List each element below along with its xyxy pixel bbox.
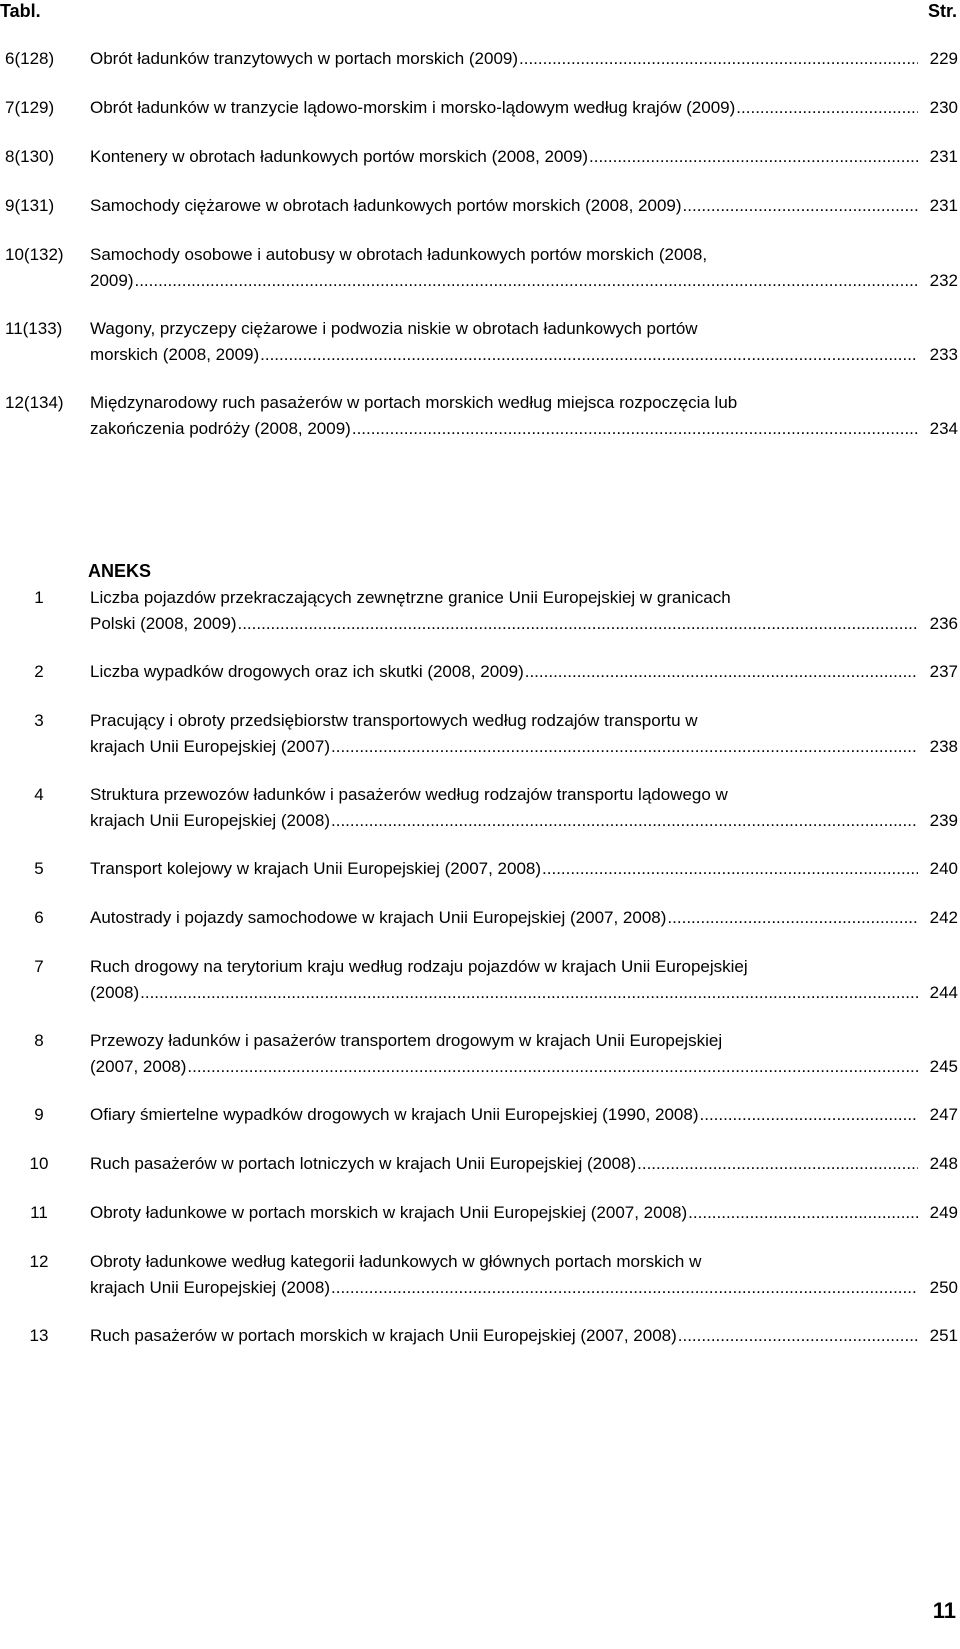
entry-title-last-line: Obrót ładunków w tranzycie lądowo-morskim i morsko-lądowym według krajów (2009) (90, 98, 736, 117)
entry-leader-line (90, 416, 958, 442)
entry-number: 10 (29, 1154, 49, 1173)
dot-leader (700, 1102, 919, 1128)
entry-leader-line (90, 46, 958, 72)
toc-entry[interactable] (0, 659, 960, 685)
toc-entry[interactable] (0, 954, 960, 1006)
entry-page-number[interactable]: 231 (929, 147, 958, 166)
entry-title (90, 193, 958, 219)
entry-leader-line (90, 659, 958, 685)
entry-title-line: Przewozy ładunków i pasażerów transportem drogowym w krajach Unii Europejskiej (90, 1031, 723, 1050)
dot-leader (331, 808, 918, 834)
entry-page-number[interactable]: 240 (929, 859, 958, 878)
entry-leader-line (90, 268, 958, 294)
entry-title (90, 95, 958, 121)
toc-entry[interactable] (0, 316, 960, 368)
entry-title-last-line: Obroty ładunkowe w portach morskich w krajach Unii Europejskiej (2007, 2008) (90, 1203, 688, 1222)
entry-number: 10(132) (5, 245, 64, 264)
entry-leader-line (90, 808, 958, 834)
entry-page-number[interactable]: 248 (929, 1154, 958, 1173)
entry-leader-line (90, 95, 958, 121)
entry-title (90, 1323, 958, 1349)
entry-page-number[interactable]: 244 (929, 983, 958, 1002)
toc-entry[interactable] (0, 1249, 960, 1301)
dot-leader (140, 980, 918, 1006)
toc-entry[interactable] (0, 585, 960, 637)
entry-leader-line (90, 1200, 958, 1226)
entry-title (90, 585, 958, 637)
dot-leader (542, 856, 918, 882)
entry-title-last-line: (2007, 2008) (90, 1057, 187, 1076)
dot-leader (237, 611, 918, 637)
dot-leader (134, 268, 918, 294)
toc-entry[interactable] (0, 193, 960, 219)
entry-title (90, 659, 958, 685)
dot-leader (736, 95, 918, 121)
entry-number: 6 (34, 908, 44, 927)
entry-page-number[interactable]: 249 (929, 1203, 958, 1222)
table-column-label: Tabl. (0, 1, 41, 21)
toc-entry[interactable] (0, 1200, 960, 1226)
toc-entry[interactable] (0, 144, 960, 170)
entry-number: 9 (34, 1105, 44, 1124)
toc-entry[interactable] (0, 1102, 960, 1128)
entry-number: 4 (34, 785, 44, 804)
entry-title (90, 1151, 958, 1177)
entry-title-line: Ruch drogowy na terytorium kraju według rodzaju pojazdów w krajach Unii Europejskiej (90, 957, 748, 976)
entry-number: 6(128) (5, 49, 55, 68)
entry-number: 11(133) (5, 319, 63, 338)
entry-page-number[interactable]: 232 (929, 271, 958, 290)
entry-title-last-line: Ruch pasażerów w portach morskich w krajach Unii Europejskiej (2007, 2008) (90, 1326, 677, 1345)
entry-page-number[interactable]: 234 (929, 419, 958, 438)
entry-page-number[interactable]: 229 (929, 49, 958, 68)
entry-number: 8 (34, 1031, 44, 1050)
toc-entry[interactable] (0, 782, 960, 834)
entry-title-line: Obroty ładunkowe według kategorii ładunkowych w głównych portach morskich w (90, 1252, 702, 1271)
entry-leader-line (90, 342, 958, 368)
entry-title (90, 708, 958, 760)
entry-leader-line (90, 856, 958, 882)
entry-number: 2 (34, 662, 44, 681)
entry-title (90, 390, 958, 442)
entry-title (90, 954, 958, 1006)
entry-leader-line (90, 1323, 958, 1349)
entry-leader-line (90, 144, 958, 170)
page-number: 11 (932, 1598, 956, 1623)
entry-title-last-line: Liczba wypadków drogowych oraz ich skutki (2008, 2009) (90, 662, 524, 681)
entry-number: 7(129) (5, 98, 55, 117)
entry-title-last-line: Ruch pasażerów w portach lotniczych w krajach Unii Europejskiej (2008) (90, 1154, 637, 1173)
entry-page-number[interactable]: 251 (929, 1326, 958, 1345)
entry-page-number[interactable]: 247 (929, 1105, 958, 1124)
dot-leader (352, 416, 918, 442)
toc-entry[interactable] (0, 1323, 960, 1349)
entry-title-last-line: Polski (2008, 2009) (90, 614, 237, 633)
entry-page-number[interactable]: 242 (929, 908, 958, 927)
entry-title-line: Wagony, przyczepy ciężarowe i podwozia niskie w obrotach ładunkowych portów (90, 319, 698, 338)
toc-entry[interactable] (0, 905, 960, 931)
toc-entry[interactable] (0, 708, 960, 760)
entry-number: 3 (34, 711, 44, 730)
dot-leader (688, 1200, 918, 1226)
dot-leader (683, 193, 918, 219)
entry-title (90, 1249, 958, 1301)
entry-leader-line (90, 1054, 958, 1080)
entry-page-number[interactable]: 237 (929, 662, 958, 681)
entry-title-line: Międzynarodowy ruch pasażerów w portach morskich według miejsca rozpoczęcia lub (90, 393, 738, 412)
entry-title-last-line: (2008) (90, 983, 140, 1002)
entry-title-last-line: Ofiary śmiertelne wypadków drogowych w krajach Unii Europejskiej (1990, 2008) (90, 1105, 699, 1124)
toc-entry[interactable] (0, 856, 960, 882)
entry-number: 1 (34, 588, 44, 607)
entry-title (90, 242, 958, 294)
entry-leader-line (90, 980, 958, 1006)
entry-title (90, 1102, 958, 1128)
entry-title-last-line: Kontenery w obrotach ładunkowych portów morskich (2008, 2009) (90, 147, 588, 166)
dot-leader (637, 1151, 918, 1177)
entry-number: 13 (29, 1326, 49, 1345)
entry-title-last-line: Samochody ciężarowe w obrotach ładunkowych portów morskich (2008, 2009) (90, 196, 682, 215)
entry-page-number[interactable]: 236 (929, 614, 958, 633)
entry-number: 7 (34, 957, 44, 976)
toc-entry[interactable] (0, 242, 960, 294)
entry-title (90, 144, 958, 170)
entry-title-last-line: zakończenia podróży (2008, 2009) (90, 419, 351, 438)
entry-page-number[interactable]: 230 (929, 98, 958, 117)
entry-leader-line (90, 905, 958, 931)
entry-number: 8(130) (5, 147, 55, 166)
dot-leader (667, 905, 918, 931)
dot-leader (589, 144, 918, 170)
entry-leader-line (90, 611, 958, 637)
entry-leader-line (90, 1275, 958, 1301)
entry-page-number[interactable]: 245 (929, 1057, 958, 1076)
dot-leader (525, 659, 918, 685)
entry-title-last-line: krajach Unii Europejskiej (2008) (90, 1278, 331, 1297)
dot-leader (519, 46, 918, 72)
entry-leader-line (90, 734, 958, 760)
entry-title (90, 782, 958, 834)
page-column-label: Str. (927, 1, 957, 21)
entry-page-number[interactable]: 250 (929, 1278, 958, 1297)
entry-title-last-line: krajach Unii Europejskiej (2008) (90, 811, 331, 830)
entry-title-last-line: 2009) (90, 271, 134, 290)
table-header-row (0, 0, 960, 24)
entry-number: 5 (34, 859, 44, 878)
entry-title-line: Liczba pojazdów przekraczających zewnętrzne granice Unii Europejskiej w granicach (90, 588, 731, 607)
entry-title (90, 1200, 958, 1226)
dot-leader (678, 1323, 918, 1349)
entry-title (90, 905, 958, 931)
entry-number: 12 (29, 1252, 49, 1271)
entry-title-last-line: morskich (2008, 2009) (90, 345, 260, 364)
dot-leader (331, 734, 918, 760)
entry-title (90, 1028, 958, 1080)
toc-entry[interactable] (0, 46, 960, 72)
dot-leader (187, 1054, 918, 1080)
annex-heading: ANEKS (88, 561, 152, 581)
entry-number: 12(134) (5, 393, 64, 412)
toc-entry[interactable] (0, 1151, 960, 1177)
entry-title (90, 316, 958, 368)
entry-number: 9(131) (5, 196, 55, 215)
entry-title (90, 856, 958, 882)
toc-entry[interactable] (0, 1028, 960, 1080)
entry-number: 11 (30, 1203, 48, 1222)
entry-page-number[interactable]: 239 (929, 811, 958, 830)
entry-title-line: Samochody osobowe i autobusy w obrotach ładunkowych portów morskich (2008, (90, 245, 708, 264)
dot-leader (331, 1275, 918, 1301)
entry-title-line: Pracujący i obroty przedsiębiorstw transportowych według rodzajów transportu w (90, 711, 698, 730)
entry-leader-line (90, 1151, 958, 1177)
entry-title (90, 46, 958, 72)
toc-entry[interactable] (0, 390, 960, 442)
entry-leader-line (90, 1102, 958, 1128)
entry-page-number[interactable]: 238 (929, 737, 958, 756)
entry-page-number[interactable]: 233 (929, 345, 958, 364)
entry-title-last-line: krajach Unii Europejskiej (2007) (90, 737, 331, 756)
entry-title-line: Struktura przewozów ładunków i pasażerów według rodzajów transportu lądowego w (90, 785, 728, 804)
entry-title-last-line: Obrót ładunków tranzytowych w portach morskich (2009) (90, 49, 519, 68)
entry-leader-line (90, 193, 958, 219)
dot-leader (260, 342, 918, 368)
entry-title-last-line: Autostrady i pojazdy samochodowe w krajach Unii Europejskiej (2007, 2008) (90, 908, 667, 927)
entry-page-number[interactable]: 231 (929, 196, 958, 215)
toc-entry[interactable] (0, 95, 960, 121)
entry-title-last-line: Transport kolejowy w krajach Unii Europejskiej (2007, 2008) (90, 859, 542, 878)
